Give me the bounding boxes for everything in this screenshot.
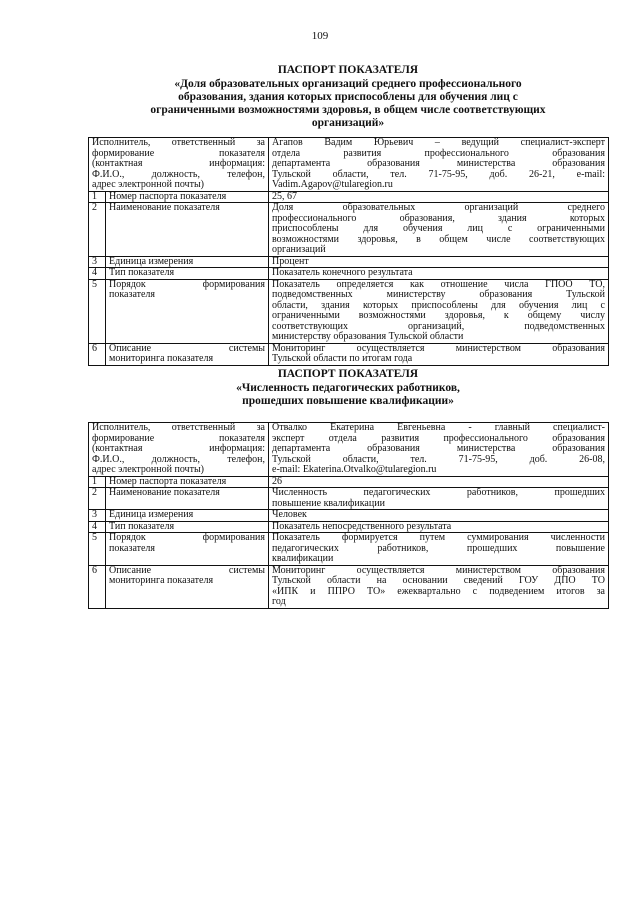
passport-heading: ПАСПОРТ ПОКАЗАТЕЛЯ [277,368,419,380]
cell-line: Тульской области на основании сведений ГОУ ДПО ТО [272,575,605,586]
row-value [269,521,609,533]
cell-line: организаций [272,244,326,255]
subtitle-line: «Численность педагогических работников, [236,382,460,394]
table-row [89,533,609,566]
table-row [89,203,609,257]
row-value [269,565,609,608]
cell-line: Ф.И.О., должность, телефон, [92,453,265,465]
passport-table [88,422,609,609]
cell-line: e-mail: Ekaterina.Otvalko@tularegion.ru [272,464,437,475]
row-number: 3 [89,256,106,268]
cell-line: формирование показателя [92,432,265,444]
cell-line: Номер паспорта показателя [109,475,227,487]
row-label [106,533,269,566]
row-value [269,203,609,257]
cell-line: Численность педагогических работников, прошедших [272,487,605,498]
table-row [89,423,609,477]
cell-line: департамента образования министерства образования [272,158,605,169]
cell-line: 26 [272,475,282,487]
cell-line: Наименование показателя [109,487,220,498]
cell-line: Тульской области, тел. 71-75-95, доб. 26-08, [272,453,605,465]
row-number: 1 [89,191,106,203]
passport-block [88,368,608,609]
cell-line: Наименование показателя [109,202,220,213]
cell-line: мониторинга показателя [109,575,214,586]
cell-line: приспособлены для обучения лиц с ограниченными [272,223,605,234]
cell-line: Описание системы [109,342,265,354]
passport-heading: ПАСПОРТ ПОКАЗАТЕЛЯ [277,64,419,76]
passport-block [88,64,608,366]
row-label [106,343,269,365]
table-row [89,191,609,203]
row-value [269,510,609,522]
executor-label-cell [89,138,269,192]
cell-line: (контактная информация: [92,158,265,169]
row-number: 6 [89,565,106,608]
row-number: 5 [89,279,106,343]
cell-line: Порядок формирования [109,532,265,543]
row-number: 4 [89,521,106,533]
row-number: 3 [89,510,106,522]
cell-line: эксперт отдела развития профессионального образования [272,432,605,444]
table-row [89,476,609,488]
page-number: 109 [311,30,329,42]
cell-line: Показатель определяется как отношение числа ГПОО ТО, [272,278,605,290]
cell-line: показателя [109,289,156,300]
cell-line: возможностями здоровья, в общем числе соответствующих [272,233,605,245]
row-number: 1 [89,476,106,488]
cell-line: соответствующих организаций, подведомственных [272,320,605,332]
cell-line: Исполнитель, ответственный за [92,137,265,148]
row-value [269,268,609,280]
cell-line: Описание системы [109,564,265,576]
subtitle-line: организаций» [311,117,385,129]
subtitle-line: прошедших повышение квалификации» [242,395,454,407]
table-row [89,279,609,343]
cell-line: Показатель формируется путем суммирования численности [272,532,605,543]
passport-table [88,137,609,366]
cell-line: Ф.И.О., должность, телефон, [92,168,265,180]
cell-line: (контактная информация: [92,443,265,454]
table-row [89,521,609,533]
row-value [269,488,609,510]
table-row [89,343,609,365]
cell-line: Исполнитель, ответственный за [92,422,265,433]
cell-line: Агапов Вадим Юрьевич – ведущий специалист-эксперт [272,137,605,148]
subtitle-line: образования, здания которых приспособлены для обучения лиц с [178,91,518,103]
row-value [269,343,609,365]
cell-line: Тип показателя [109,520,175,532]
cell-line: профессионального образования, здания которых [272,212,605,224]
row-value [269,476,609,488]
cell-line: Показатель непосредственного результата [272,520,452,532]
executor-value-cell [269,138,609,192]
row-label [106,203,269,257]
row-label [106,256,269,268]
row-number: 4 [89,268,106,280]
row-label [106,476,269,488]
cell-line: Тульской области по итогам года [272,353,413,364]
table-row [89,488,609,510]
row-value [269,256,609,268]
cell-line: мониторинга показателя [109,353,214,364]
table-row [89,138,609,192]
row-label [106,565,269,608]
cell-line: Отвалко Екатерина Евгеньевна - главный специалист- [272,422,605,433]
cell-line: области, здания которых приспособлены для обучения лиц с [272,299,605,311]
cell-line: Процент [272,255,309,267]
row-value [269,191,609,203]
row-label [106,488,269,510]
row-number: 2 [89,488,106,510]
cell-line: Vadim.Agapov@tularegion.ru [272,179,393,190]
cell-line: квалификации [272,553,334,564]
row-value [269,533,609,566]
cell-line: министерству образования Тульской области [272,331,464,342]
row-label [106,510,269,522]
cell-line: Единица измерения [109,509,194,520]
passport-subtitle [88,78,608,130]
cell-line: адрес электронной почты) [92,464,205,475]
cell-line: педагогических работников, прошедших повышение [272,542,605,554]
table-row [89,268,609,280]
cell-line: отдела развития профессионального образования [272,147,605,159]
row-label [106,268,269,280]
table-row [89,565,609,608]
executor-value-cell [269,423,609,477]
row-number: 5 [89,533,106,566]
passport-subtitle [88,382,608,408]
cell-line: адрес электронной почты) [92,179,205,190]
row-label [106,279,269,343]
cell-line: 25, 67 [272,190,297,202]
cell-line: формирование показателя [92,147,265,159]
row-value [269,279,609,343]
cell-line: Мониторинг осуществляется министерством образования [272,342,605,354]
cell-line: Человек [272,509,307,520]
cell-line: год [272,596,286,607]
cell-line: Мониторинг осуществляется министерством образования [272,564,605,576]
cell-line: Единица измерения [109,255,194,267]
cell-line: департамента образования министерства образования [272,443,605,454]
cell-line: ограниченными возможностями здоровья, к общему числу [272,310,605,321]
cell-line: Тульской области, тел. 71-75-95, доб. 26-21, e-mail: [272,168,605,180]
cell-line: Порядок формирования [109,278,265,290]
cell-line: Показатель конечного результата [272,267,413,278]
cell-line: «ИПК и ППРО ТО» ежеквартально с подведением итогов за [272,585,605,597]
executor-label-cell [89,423,269,477]
subtitle-line: «Доля образовательных организаций среднего профессионального [174,78,522,90]
cell-line: Тип показателя [109,267,175,278]
row-number: 6 [89,343,106,365]
row-number: 2 [89,203,106,257]
row-label [106,191,269,203]
cell-line: показателя [109,542,156,554]
cell-line: Номер паспорта показателя [109,190,227,202]
cell-line: подведомственных министерству образования Тульской [272,289,605,300]
row-label [106,521,269,533]
cell-line: повышение квалификации [272,497,385,509]
subtitle-line: ограниченными возможностями здоровья, в общем числе соответствующих [150,104,546,116]
table-row [89,510,609,522]
cell-line: Доля образовательных организаций среднего [272,202,605,213]
table-row [89,256,609,268]
